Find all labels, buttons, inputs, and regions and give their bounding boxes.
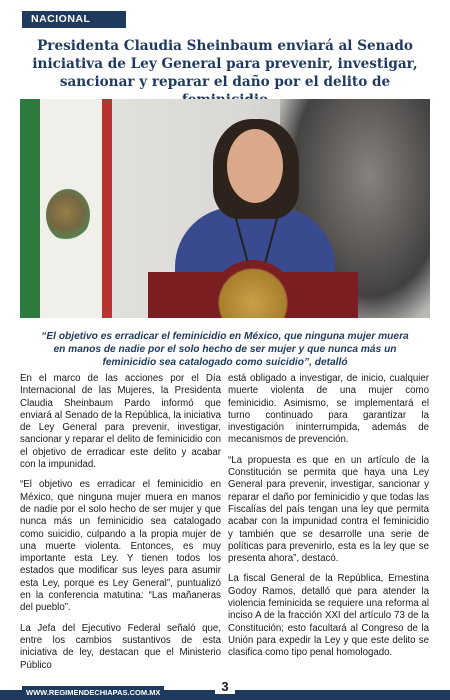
page-number: 3 [0, 679, 450, 694]
article-photo [20, 99, 430, 318]
section-tag: NACIONAL [22, 11, 126, 28]
paragraph: “La propuesta es que en un artículo de la Constitución se permita que haya una Ley General para prevenir, investigar, sancionar y reparar el daño por feminicidio y que todas las Fiscalías del país tengan una ley que permita acabar con la impunidad contra el feminicidio y también que se desarrolle una serie de políticas para prevenirlo, esta es la ley que se presenta ahora”, destacó. [228, 454, 429, 565]
photo-caption: “El objetivo es erradicar el feminicidio en México, que ninguna mujer muera en manos de nadie por el solo hecho de ser mujer y que nunca más un feminicidio sea catalogado como suicidio”, detalló [41, 331, 409, 368]
article-column-left [20, 373, 221, 680]
footer-url[interactable]: WWW.REGIMENDECHIAPAS.COM.MX [22, 686, 164, 699]
paragraph: La fiscal General de la República, Ernestina Godoy Ramos, detalló que para atender la violencia feminicida se requiere una reforma al inciso A de la fracción XXI del artículo 73 de la Constitución; esto facultará al Congreso de la Unión para expedir la Ley y que este delito se clasifica como tipo penal homologado. [228, 573, 429, 659]
paragraph: está obligado a investigar, de inicio, cualquier muerte violenta de una mujer como feminicidio. Asimismo, se implementará el turno continuado para garantizar la investigación ininterrumpida, además de mecanismos de prevención. [228, 373, 429, 446]
article-column-right [228, 373, 429, 668]
paragraph: En el marco de las acciones por el Día Internacional de las Mujeres, la Presidenta Claudia Sheinbaum Pardo informó que enviará al Senado de la República, la iniciativa de Ley General para prevenir, investigar, sancionar y reparar el delito de feminicidio con el objetivo de erradicar este delito y acabar con la impunidad. [20, 373, 221, 471]
flag-emblem-icon [46, 189, 90, 241]
speaker-face [227, 129, 283, 203]
paragraph: La Jefa del Ejecutivo Federal señaló que, entre los cambios sustantivos de esta iniciativa de ley, destacan que el Ministerio Público [20, 622, 221, 671]
headline: Presidenta Claudia Sheinbaum enviará al Senado iniciativa de Ley General para prevenir, investigar, sancionar y reparar el daño por el delito de [32, 38, 418, 90]
paragraph: “El objetivo es erradicar el feminicidio en México, que ninguna mujer muera en manos de nadie por el solo hecho de ser mujer y que nunca más un feminicidio sea catalogado como suicidio, culpando a la propia mujer de una muerte violenta. Entonces, es muy importante esta Ley. Y tienen todos los estados que modificar sus leyes para asumir esta Ley, porque es Ley General”, puntualizó en la conferencia matutina: “Las mañaneras del pueblo”. [20, 479, 221, 614]
